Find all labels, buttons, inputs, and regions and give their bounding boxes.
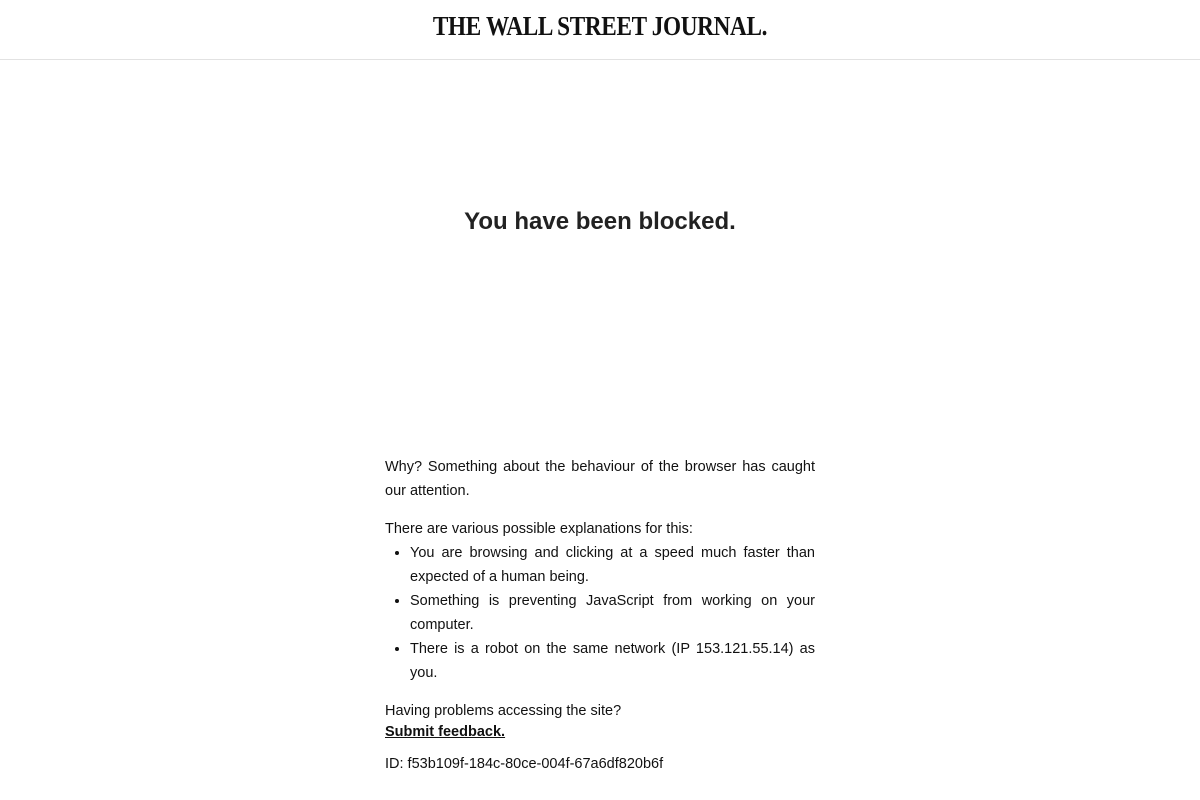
- reason-item-javascript: • Something is preventing JavaScript from working on your computer.: [410, 589, 815, 637]
- reason-item-speed: • You are browsing and clicking at a speed much faster than expected of a human being.: [410, 541, 815, 589]
- reason-item-robot-network: • There is a robot on the same network (IP 153.121.55.14) as you.: [410, 637, 815, 685]
- why-text: Why? Something about the behaviour of the browser has caught our attention.: [385, 459, 815, 499]
- request-id: ID: f53b109f-184c-80ce-004f-67a6df820b6f: [385, 756, 664, 772]
- block-explanation: [385, 455, 815, 773]
- submit-feedback-link[interactable]: Submit feedback.: [385, 724, 506, 740]
- reasons-list: [385, 541, 815, 685]
- page-title: You have been blocked.: [464, 208, 736, 235]
- site-header: [0, 0, 1200, 60]
- wsj-logo[interactable]: THE WALL STREET JOURNAL.: [432, 11, 768, 41]
- problems-text: Having problems accessing the site?: [385, 703, 622, 719]
- explanations-intro: There are various possible explanations for this:: [385, 521, 693, 537]
